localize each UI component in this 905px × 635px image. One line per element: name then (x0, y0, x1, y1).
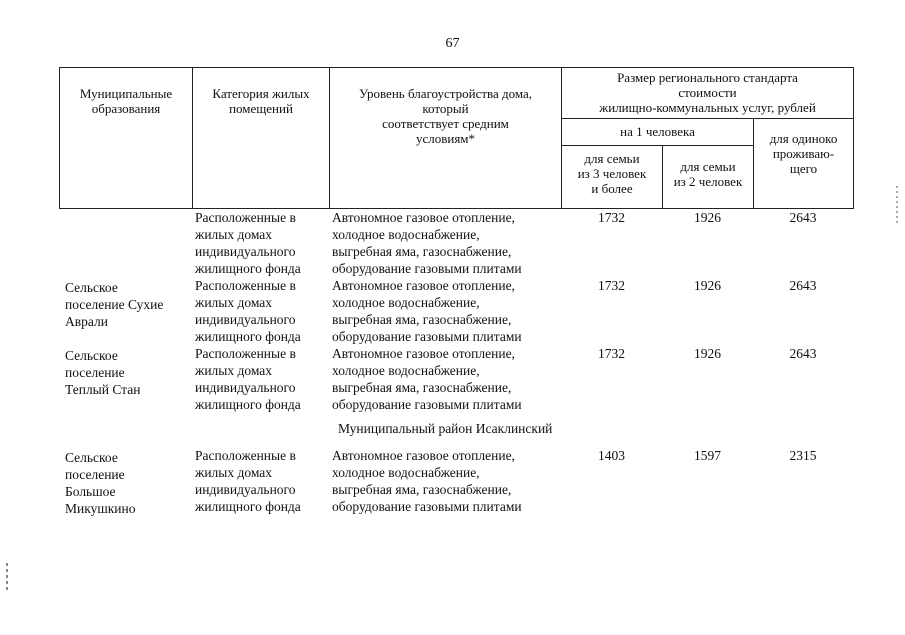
amenities-line: оборудование газовыми плитами (332, 397, 522, 412)
amenities-line: выгребная яма, газоснабжение, (332, 312, 512, 327)
municipality-cell (59, 277, 192, 345)
header-family3 (562, 146, 663, 209)
table-row (59, 447, 853, 517)
category-cell (192, 447, 329, 517)
amenities-line: выгребная яма, газоснабжение, (332, 482, 512, 497)
header-amenities-line: условиям* (415, 131, 476, 146)
category-line: индивидуального (195, 244, 296, 259)
family3-value: 1732 (598, 278, 625, 293)
family3-value: 1732 (598, 346, 625, 361)
table-row (59, 345, 853, 413)
table-row (59, 209, 853, 277)
amenities-line: оборудование газовыми плитами (332, 329, 522, 344)
header-municipality-label: Муниципальные образования (79, 86, 173, 116)
amenities-line: оборудование газовыми плитами (332, 261, 522, 276)
family2-value: 1926 (694, 278, 721, 293)
header-category (193, 68, 330, 209)
amenities-line: холодное водоснабжение, (332, 227, 480, 242)
page-number: 67 (445, 36, 460, 51)
category-line: жилых домах (195, 295, 273, 310)
single-value: 2643 (789, 210, 817, 225)
municipality-line: Большое (65, 484, 116, 499)
municipality-line: поселение Сухие (65, 297, 164, 312)
amenities-cell (329, 277, 561, 345)
municipality-line: Микушкино (65, 501, 136, 516)
header-single-line: проживаю- (772, 146, 835, 161)
family2-value: 1597 (694, 448, 721, 463)
header-family2-line: для семьи (680, 159, 736, 174)
municipality-cell (59, 209, 192, 277)
municipality-cell (59, 447, 192, 517)
amenities-line: холодное водоснабжение, (332, 295, 480, 310)
municipality-line: Теплый Стан (65, 382, 141, 397)
municipality-line: Сельское (65, 450, 118, 465)
header-amenities (330, 68, 562, 209)
amenities-line: Автономное газовое отопление, (332, 210, 515, 225)
table-body (59, 209, 853, 517)
header-family3-line: из 3 человек (577, 166, 647, 181)
amenities-cell (329, 345, 561, 413)
municipality-line: Аврали (65, 314, 108, 329)
header-family3-line: для семьи (584, 151, 640, 166)
header-municipality (60, 68, 193, 209)
family3-value: 1403 (598, 448, 625, 463)
amenities-line: холодное водоснабжение, (332, 363, 480, 378)
single-value: 2643 (789, 346, 817, 361)
category-line: Расположенные в (195, 448, 296, 463)
municipality-line: поселение (65, 467, 125, 482)
scan-margin-mark (6, 563, 8, 591)
municipality-cell (59, 345, 192, 413)
category-line: индивидуального (195, 380, 296, 395)
amenities-cell (329, 447, 561, 517)
header-family3-line: и более (591, 181, 633, 196)
header-amenities-line: который (422, 101, 469, 116)
header-standard-line: Размер регионального стандарта (617, 70, 798, 85)
header-single (754, 119, 854, 209)
district-heading: Муниципальный район Исаклинский (338, 421, 553, 436)
category-line: жилищного фонда (195, 397, 301, 412)
category-line: индивидуального (195, 482, 296, 497)
family2-value: 1926 (694, 210, 721, 225)
category-line: жилых домах (195, 363, 273, 378)
category-line: жилищного фонда (195, 261, 301, 276)
category-line: жилых домах (195, 227, 273, 242)
single-value: 2643 (789, 278, 817, 293)
municipality-line: поселение (65, 365, 125, 380)
category-cell (192, 209, 329, 277)
category-line: индивидуального (195, 312, 296, 327)
header-family2 (663, 146, 754, 209)
category-line: жилых домах (195, 465, 273, 480)
header-amenities-line: соответствует средним (382, 116, 509, 131)
header-single-line: для одиноко (769, 131, 838, 146)
header-single-line: щего (789, 161, 818, 176)
single-value: 2315 (789, 448, 817, 463)
amenities-line: выгребная яма, газоснабжение, (332, 244, 512, 259)
header-per-person-label: на 1 человека (620, 124, 695, 139)
category-line: жилищного фонда (195, 499, 301, 514)
header-amenities-line: Уровень благоустройства дома, (358, 86, 533, 101)
amenities-line: выгребная яма, газоснабжение, (332, 380, 512, 395)
amenities-line: Автономное газовое отопление, (332, 346, 515, 361)
table-header (59, 67, 854, 209)
amenities-line: Автономное газовое отопление, (332, 278, 515, 293)
scan-margin-mark (896, 186, 898, 226)
amenities-line: Автономное газовое отопление, (332, 448, 515, 463)
municipality-line: Сельское (65, 348, 118, 363)
municipality-line: Сельское (65, 280, 118, 295)
category-line: жилищного фонда (195, 329, 301, 344)
category-cell (192, 277, 329, 345)
header-standard (562, 68, 854, 119)
header-category-label: Категория жилых помещений (212, 86, 310, 116)
category-line: Расположенные в (195, 210, 296, 225)
header-family2-line: из 2 человек (673, 174, 743, 189)
header-standard-line: жилищно-коммунальных услуг, рублей (599, 100, 816, 115)
family3-value: 1732 (598, 210, 625, 225)
amenities-cell (329, 209, 561, 277)
header-per-person (562, 119, 754, 146)
amenities-line: холодное водоснабжение, (332, 465, 480, 480)
table-row (59, 277, 853, 345)
header-standard-line: стоимости (678, 85, 737, 100)
amenities-line: оборудование газовыми плитами (332, 499, 522, 514)
family2-value: 1926 (694, 346, 721, 361)
category-line: Расположенные в (195, 346, 296, 361)
category-line: Расположенные в (195, 278, 296, 293)
category-cell (192, 345, 329, 413)
